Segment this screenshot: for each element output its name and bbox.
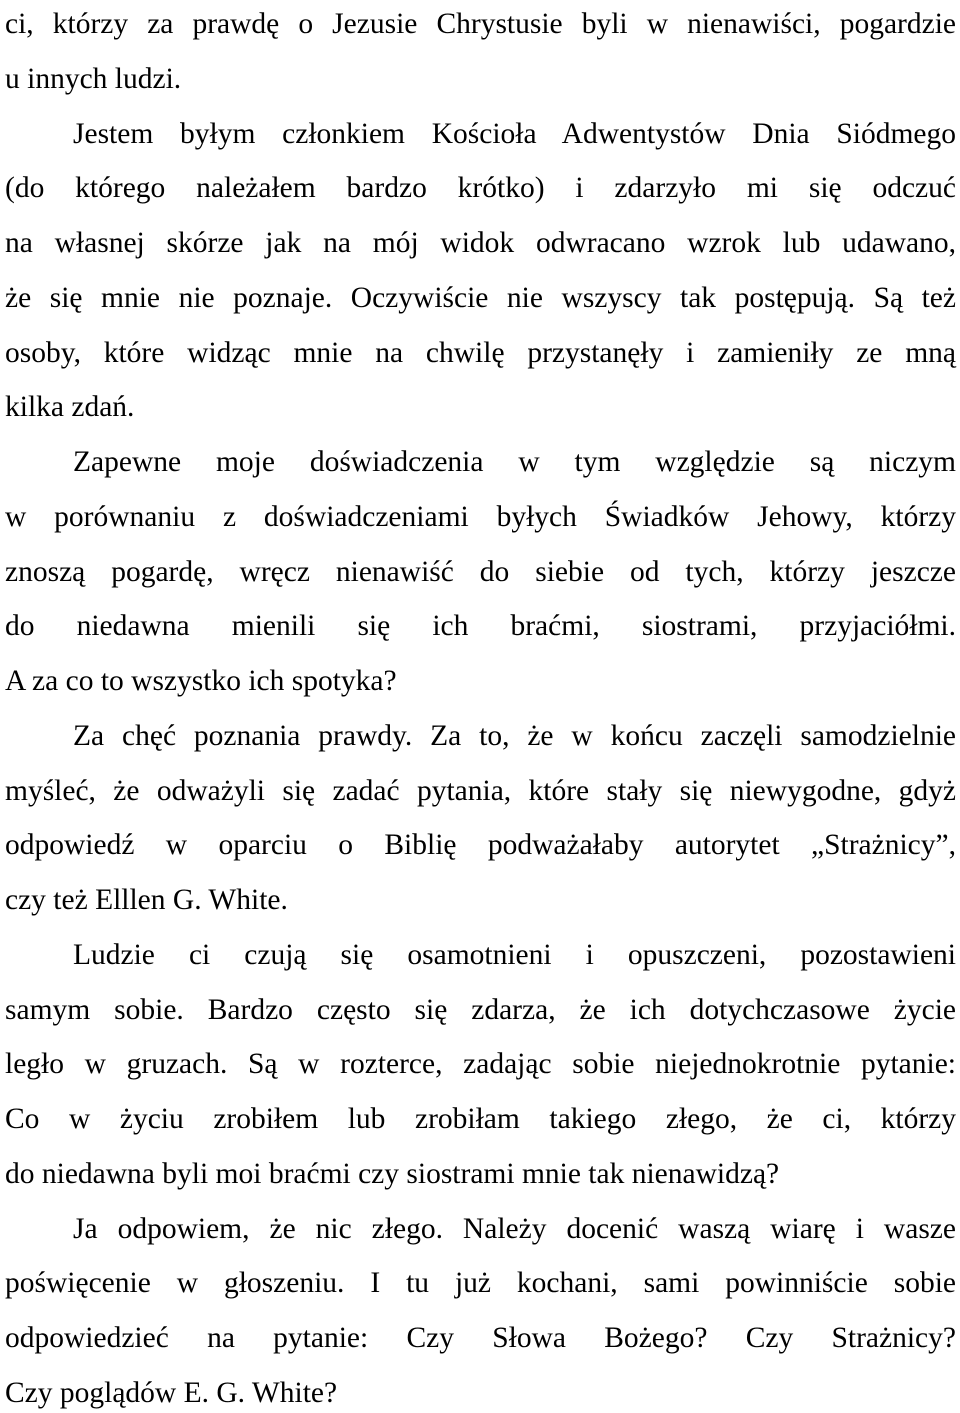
text-line: że się mnie nie poznaje. Oczywiście nie wszyscy tak postępują. Są też xyxy=(5,282,956,314)
text-line: czy też Elllen G. White. xyxy=(5,884,288,916)
paragraph-first-line: Ja odpowiem, że nic złego. Należy docenić waszą wiarę i wasze xyxy=(73,1213,956,1245)
text-line: odpowiedzieć na pytanie: Czy Słowa Bożego? Czy Strażnicy? xyxy=(5,1322,956,1354)
text-line: do niedawna mienili się ich braćmi, siostrami, przyjaciółmi. xyxy=(5,610,956,642)
text-line: znoszą pogardę, wręcz nienawiść do siebie od tych, którzy jeszcze xyxy=(5,556,956,588)
text-line: A za co to wszystko ich spotyka? xyxy=(5,665,397,697)
text-line: do niedawna byli moi braćmi czy siostrami mnie tak nienawidzą? xyxy=(5,1158,780,1190)
text-line: legło w gruzach. Są w rozterce, zadając sobie niejednokrotnie pytanie: xyxy=(5,1048,956,1080)
text-line: poświęcenie w głoszeniu. I tu już kochani, sami powinniście sobie xyxy=(5,1267,956,1299)
text-line: myśleć, że odważyli się zadać pytania, które stały się niewygodne, gdyż xyxy=(5,775,956,807)
text-line: u innych ludzi. xyxy=(5,63,182,95)
text-line: osoby, które widząc mnie na chwilę przystanęły i zamieniły ze mną xyxy=(5,337,956,369)
text-line: kilka zdań. xyxy=(5,391,135,423)
text-line: ci, którzy za prawdę o Jezusie Chrystusie byli w nienawiści, pogardzie xyxy=(5,8,956,40)
paragraph-first-line: Zapewne moje doświadczenia w tym względzie są niczym xyxy=(73,446,956,478)
text-line: samym sobie. Bardzo często się zdarza, że ich dotychczasowe życie xyxy=(5,994,956,1026)
paragraph-first-line: Ludzie ci czują się osamotnieni i opuszczeni, pozostawieni xyxy=(73,939,956,971)
text-line: Czy poglądów E. G. White? xyxy=(5,1377,338,1409)
text-line: odpowiedź w oparciu o Biblię podważałaby autorytet „Strażnicy”, xyxy=(5,829,956,861)
text-line: Co w życiu zrobiłem lub zrobiłam takiego złego, że ci, którzy xyxy=(5,1103,956,1135)
paragraph-first-line: Jestem byłym członkiem Kościoła Adwentystów Dnia Siódmego xyxy=(73,118,956,150)
paragraph-first-line: Za chęć poznania prawdy. Za to, że w końcu zaczęli samodzielnie xyxy=(73,720,956,752)
text-line: na własnej skórze jak na mój widok odwracano wzrok lub udawano, xyxy=(5,227,956,259)
text-line: w porównaniu z doświadczeniami byłych Świadków Jehowy, którzy xyxy=(5,501,956,533)
text-line: (do którego należałem bardzo krótko) i zdarzyło mi się odczuć xyxy=(5,172,956,204)
